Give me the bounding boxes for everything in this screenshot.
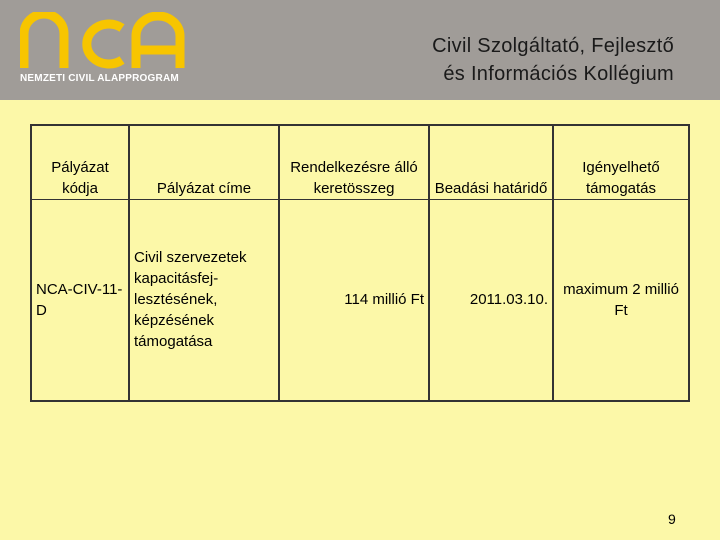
cell-budget: 114 millió Ft [279, 199, 429, 401]
table-header-row [31, 125, 689, 199]
header-band [0, 0, 720, 100]
cell-support: maximum 2 millió Ft [553, 199, 689, 401]
cell-title: Civil szervezetek kapacitásfej-lesztésének, képzésének támogatása [129, 199, 279, 401]
header-support: Igényelhető támogatás [553, 125, 689, 199]
grant-table [30, 124, 690, 402]
cell-code: NCA-CIV-11-D [31, 199, 129, 401]
header-code: Pályázat kódja [31, 125, 129, 199]
header-budget: Rendelkezésre álló keretösszeg [279, 125, 429, 199]
logo-subtitle: NEMZETI CIVIL ALAPPROGRAM [20, 73, 179, 84]
table-row [31, 199, 689, 401]
cell-deadline: 2011.03.10. [429, 199, 553, 401]
title-line-2: és Információs Kollégium [443, 63, 674, 85]
header-deadline: Beadási határidő [429, 125, 553, 199]
nca-logo-icon [20, 12, 190, 70]
page-title [432, 32, 674, 88]
title-line-1: Civil Szolgáltató, Fejlesztő [432, 35, 674, 57]
page-number: 9 [668, 511, 676, 527]
header-title: Pályázat címe [129, 125, 279, 199]
